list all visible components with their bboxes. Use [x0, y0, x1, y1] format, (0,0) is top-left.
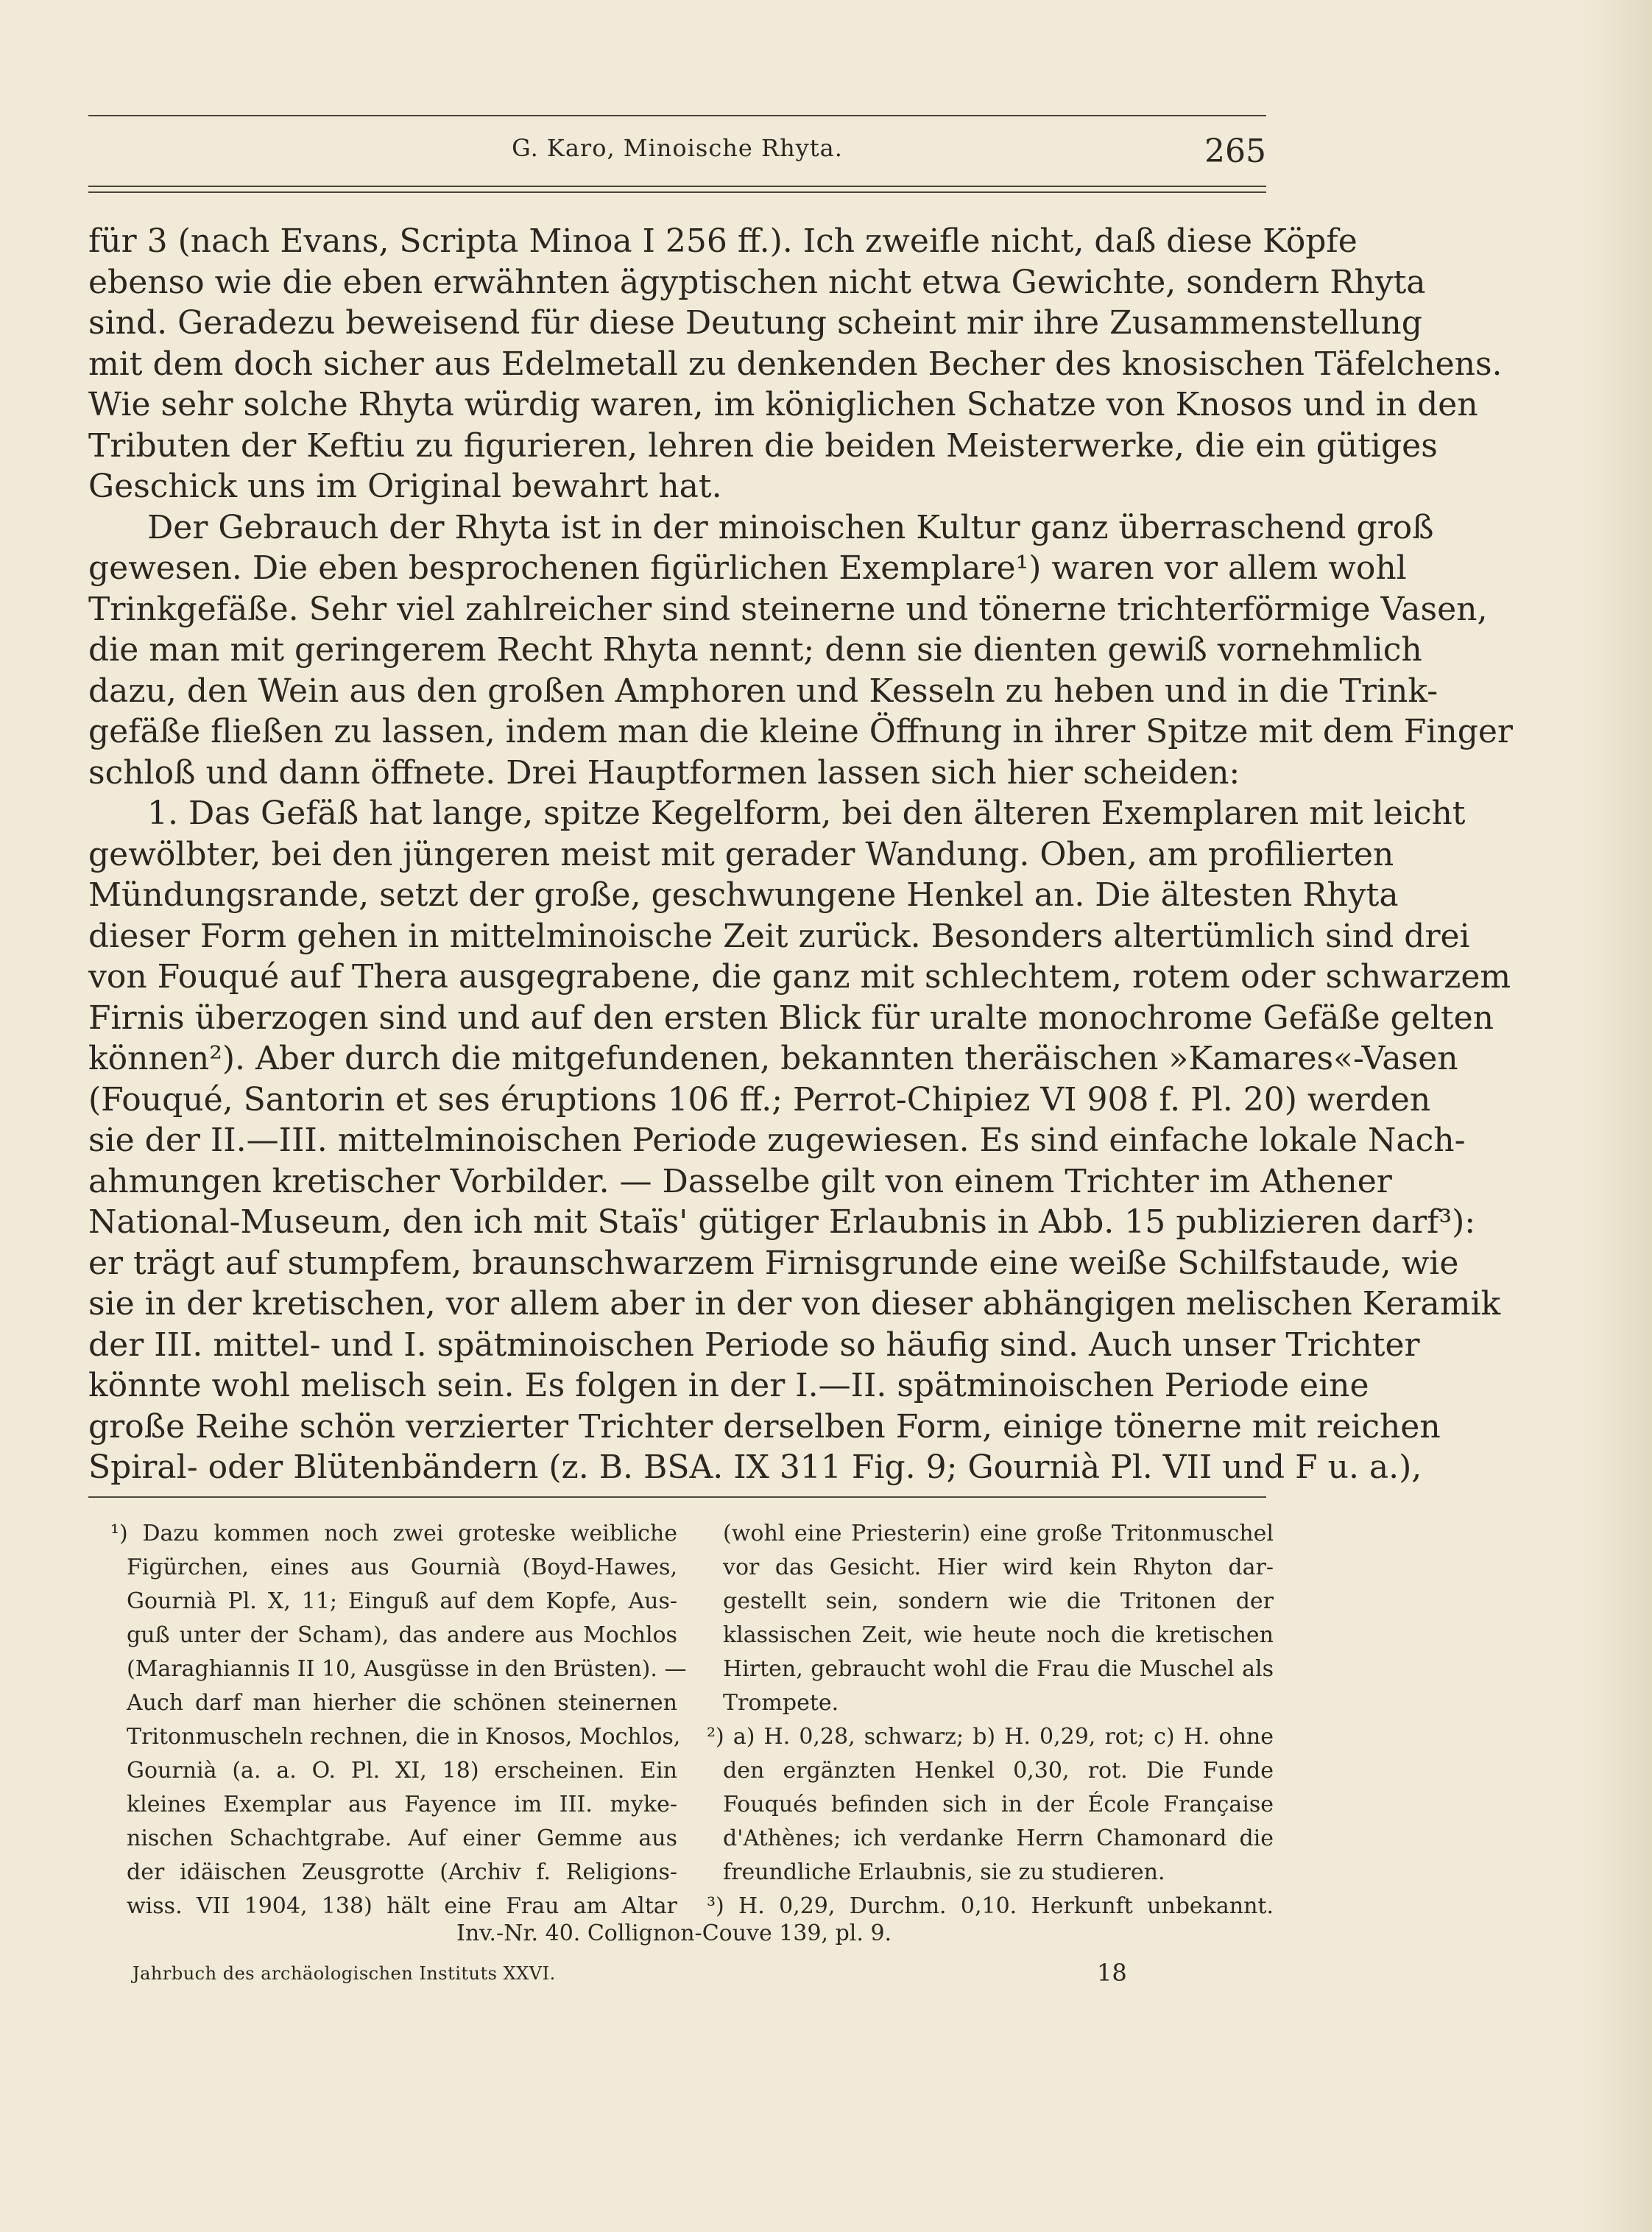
body-line: dieser Form gehen in mittelminoische Zeit zurück. Besonders altertümlich sind drei: [88, 917, 1470, 955]
footnote-line: Figürchen, eines aus Gournià (Boyd-Hawes,: [127, 1555, 677, 1580]
body-line: der III. mittel- und I. spätminoischen Periode so häufig sind. Auch unser Trichter: [88, 1326, 1420, 1364]
body-line: können²). Aber durch die mitgefundenen, bekannten theräischen »Kamares«-Vasen: [88, 1040, 1458, 1077]
body-line: Der Gebrauch der Rhyta ist in der minoischen Kultur ganz überraschend groß: [147, 508, 1434, 546]
footnote-rule: [88, 1496, 1266, 1498]
footnote-line: Fouqués befinden sich in der École Française: [723, 1792, 1274, 1817]
body-line: National-Museum, den ich mit Staïs' gütiger Erlaubnis in Abb. 15 publizieren darf³):: [88, 1203, 1476, 1241]
journal-imprint: Jahrbuch des archäologischen Instituts XXVI.: [133, 1963, 556, 1984]
footnote-line: ²) a) H. 0,28, schwarz; b) H. 0,29, rot; c) H. ohne: [707, 1724, 1274, 1750]
footnotes-left-column: [110, 1517, 687, 1923]
footnote-line: den ergänzten Henkel 0,30, rot. Die Funde: [723, 1758, 1274, 1784]
body-line: (Fouqué, Santorin et ses éruptions 106 ff.; Perrot-Chipiez VI 908 f. Pl. 20) werden: [88, 1080, 1431, 1119]
footnotes-right-column: [707, 1517, 1274, 1923]
body-line: dazu, den Wein aus den großen Amphoren und Kesseln zu heben und in die Trink-: [88, 672, 1439, 710]
footnote-line: Auch darf man hierher die schönen steinernen: [127, 1690, 677, 1716]
sheet-signature: 18: [1097, 1959, 1127, 1987]
running-title: G. Karo, Minoische Rhyta.: [512, 134, 843, 162]
footnote-line: nischen Schachtgrabe. Auf einer Gemme aus: [127, 1826, 677, 1851]
footnote-continuation-line: Inv.-Nr. 40. Collignon-Couve 139, pl. 9.: [456, 1921, 892, 1946]
body-line: für 3 (nach Evans, Scripta Minoa I 256 ff.). Ich zweifle nicht, daß diese Köpfe: [88, 222, 1358, 260]
body-line: sind. Geradezu beweisend für diese Deutung scheint mir ihre Zusammenstellung: [88, 304, 1422, 342]
footnote-line: (Maraghiannis II 10, Ausgüsse in den Brüsten). —: [127, 1656, 687, 1682]
page-number: 265: [1204, 133, 1266, 170]
body-text: [88, 221, 1513, 1488]
footnote-line: vor das Gesicht. Hier wird kein Rhyton dar-: [723, 1555, 1274, 1580]
running-head: [88, 131, 1266, 175]
footnote-line: d'Athènes; ich verdanke Herrn Chamonard die: [723, 1826, 1274, 1851]
body-line: sie der II.—III. mittelminoischen Periode zugewiesen. Es sind einfache lokale Nach-: [88, 1122, 1466, 1159]
body-line: große Reihe schön verzierter Trichter derselben Form, einige tönerne mit reichen: [88, 1407, 1441, 1446]
body-line: Spiral- oder Blütenbändern (z. B. BSA. IX 311 Fig. 9; Gournià Pl. VII und F u. a.),: [88, 1448, 1422, 1486]
footnote-line: guß unter der Scham), das andere aus Mochlos: [127, 1622, 677, 1648]
footnote-line: Tritonmuscheln rechnen, die in Knosos, Mochlos,: [127, 1724, 681, 1750]
body-line: Trinkgefäße. Sehr viel zahlreicher sind steinerne und tönerne trichterförmige Vasen,: [88, 590, 1488, 628]
body-line: gefäße fließen zu lassen, indem man die kleine Öffnung in ihrer Spitze mit dem Finger: [88, 713, 1513, 750]
body-line: Geschick uns im Original bewahrt hat.: [88, 468, 722, 505]
footnote-line: Gournià (a. a. O. Pl. XI, 18) erscheinen. Ein: [127, 1758, 677, 1784]
body-line: 1. Das Gefäß hat lange, spitze Kegelform, bei den älteren Exemplaren mit leicht: [147, 795, 1466, 832]
header-rule-top: [88, 115, 1266, 116]
footnote-line: gestellt sein, sondern wie die Tritonen der: [723, 1588, 1274, 1614]
footnote-line: Trompete.: [723, 1690, 839, 1716]
body-line: ahmungen kretischer Vorbilder. — Dasselbe gilt von einem Trichter im Athener: [88, 1162, 1392, 1200]
body-line: sie in der kretischen, vor allem aber in der von dieser abhängigen melischen Keramik: [88, 1285, 1501, 1323]
body-line: er trägt auf stumpfem, braunschwarzem Firnisgrunde eine weiße Schilfstaude, wie: [88, 1244, 1459, 1282]
body-line: Mündungsrande, setzt der große, geschwungene Henkel an. Die ältesten Rhyta: [88, 876, 1399, 914]
footnote-line: ³) H. 0,29, Durchm. 0,10. Herkunft unbekannt.: [707, 1893, 1274, 1919]
footnote-line: (wohl eine Priesterin) eine große Tritonmuschel: [723, 1521, 1274, 1546]
body-line: ebenso wie die eben erwähnten ägyptischen nicht etwa Gewichte, sondern Rhyta: [88, 263, 1426, 301]
body-line: schloß und dann öffnete. Drei Hauptformen lassen sich hier scheiden:: [88, 753, 1240, 792]
body-line: die man mit geringerem Recht Rhyta nennt; denn sie dienten gewiß vornehmlich: [88, 631, 1422, 669]
body-line: gewesen. Die eben besprochenen figürlichen Exemplare¹) waren vor allem wohl: [88, 549, 1407, 587]
footnote-line: Hirten, gebraucht wohl die Frau die Muschel als: [723, 1656, 1274, 1682]
body-line: von Fouqué auf Thera ausgegrabene, die ganz mit schlechtem, rotem oder schwarzem: [88, 958, 1511, 996]
body-line: Tributen der Keftiu zu figurieren, lehren die beiden Meisterwerke, die ein gütiges: [88, 426, 1438, 465]
footnote-line: wiss. VII 1904, 138) hält eine Frau am Altar: [127, 1893, 677, 1919]
body-line: Firnis überzogen sind und auf den ersten Blick für uralte monochrome Gefäße gelten: [88, 999, 1494, 1037]
header-rule-double: [88, 186, 1266, 193]
page-edge-shadow: [1578, 0, 1652, 2232]
footnote-line: klassischen Zeit, wie heute noch die kretischen: [723, 1622, 1274, 1648]
body-line: gewölbter, bei den jüngeren meist mit gerader Wandung. Oben, am profilierten: [88, 835, 1394, 873]
body-line: mit dem doch sicher aus Edelmetall zu denkenden Becher des knosischen Täfelchens.: [88, 345, 1503, 383]
footnote-line: kleines Exemplar aus Fayence im III. myke-: [127, 1792, 677, 1817]
footnote-line: ¹) Dazu kommen noch zwei groteske weibliche: [110, 1521, 677, 1546]
body-line: könnte wohl melisch sein. Es folgen in der I.—II. spätminoischen Periode eine: [88, 1367, 1369, 1404]
footnote-line: freundliche Erlaubnis, sie zu studieren.: [723, 1859, 1165, 1885]
body-line: Wie sehr solche Rhyta würdig waren, im königlichen Schatze von Knosos und in den: [88, 386, 1478, 423]
footnote-line: der idäischen Zeusgrotte (Archiv f. Religions-: [127, 1859, 677, 1885]
footnote-line: Gournià Pl. X, 11; Einguß auf dem Kopfe, Aus-: [127, 1588, 677, 1614]
